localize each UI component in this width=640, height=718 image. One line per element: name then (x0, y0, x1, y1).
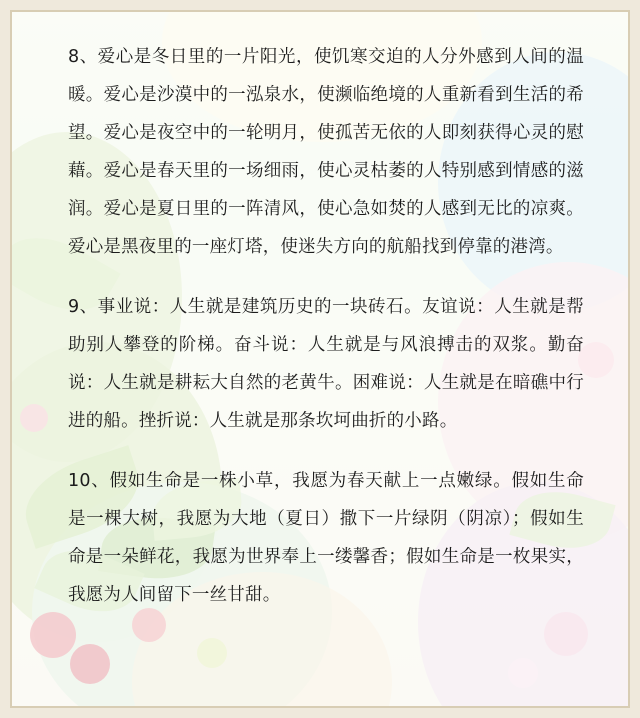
document-body (12, 12, 628, 706)
page-frame (10, 10, 630, 708)
paragraph-10: 10、假如生命是一株小草，我愿为春天献上一点嫩绿。假如生命是一棵大树，我愿为大地（夏日）撒下一片绿阴（阴凉）；假如生命是一朵鲜花，我愿为世界奉上一缕馨香；假如生命是一枚果实，我愿为人间留下一丝甘甜。 (68, 471, 584, 605)
paragraph-9: 9、事业说：人生就是建筑历史的一块砖石。友谊说：人生就是帮助别人攀登的阶梯。奋斗说：人生就是与风浪搏击的双浆。勤奋说：人生就是耕耘大自然的老黄牛。困难说：人生就是在暗礁中行进的船。挫折说：人生就是那条坎坷曲折的小路。 (68, 297, 584, 431)
paragraph-8: 8、爱心是冬日里的一片阳光，使饥寒交迫的人分外感到人间的温暖。爱心是沙漠中的一泓泉水，使濒临绝境的人重新看到生活的希望。爱心是夜空中的一轮明月，使孤苦无依的人即刻获得心灵的慰藉。爱心是春天里的一场细雨，使心灵枯萎的人特别感到情感的滋润。爱心是夏日里的一阵清风，使心急如焚的人感到无比的凉爽。爱心是黑夜里的一座灯塔，使迷失方向的航船找到停靠的港湾。 (68, 47, 584, 257)
